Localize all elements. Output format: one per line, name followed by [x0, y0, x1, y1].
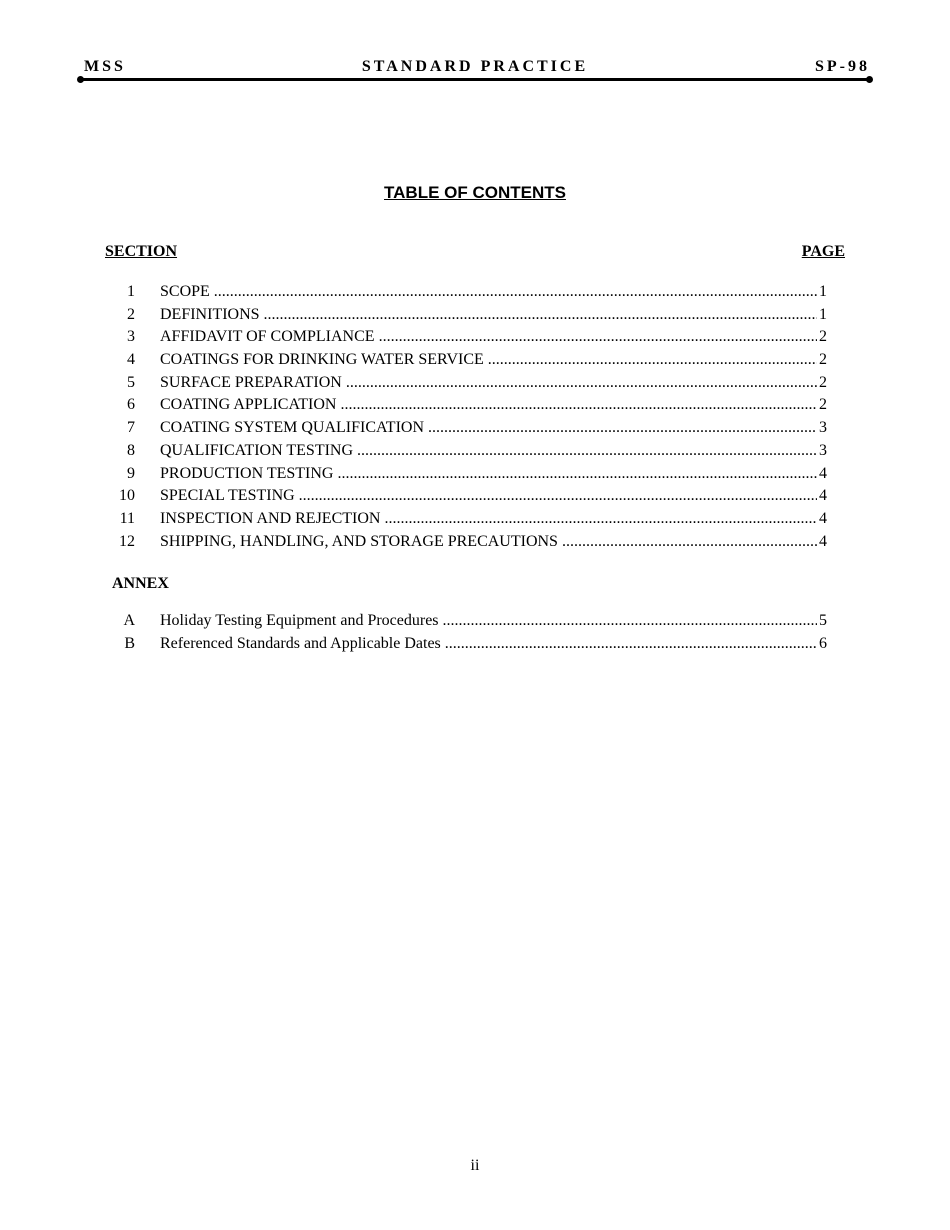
- dot-leader: [488, 350, 817, 370]
- toc-entry-page: 2: [819, 351, 827, 369]
- toc-sections-list: [105, 282, 827, 554]
- toc-entry-title: COATING SYSTEM QUALIFICATION: [160, 419, 424, 437]
- toc-entry-number: 2: [127, 305, 135, 323]
- toc-entry-title: COATING APPLICATION: [160, 396, 337, 414]
- toc-entry-title: SHIPPING, HANDLING, AND STORAGE PRECAUTIONS: [160, 532, 558, 550]
- dot-leader: [337, 464, 817, 484]
- header-doc-number: SP-98: [815, 58, 870, 75]
- toc-entry-page: 4: [819, 532, 827, 550]
- annex-entry-letter: B: [124, 634, 135, 652]
- toc-entry-page: 4: [819, 487, 827, 505]
- toc-entry-number: 12: [119, 532, 135, 550]
- dot-leader: [562, 532, 817, 552]
- toc-entry[interactable]: [105, 418, 827, 441]
- toc-entry[interactable]: [105, 327, 827, 350]
- toc-entry-title: SCOPE: [160, 283, 210, 300]
- annex-heading: ANNEX: [112, 575, 169, 592]
- toc-entry-page: 4: [819, 509, 827, 527]
- toc-entry[interactable]: [105, 486, 827, 509]
- toc-entry[interactable]: [105, 441, 827, 464]
- toc-entry-page: 3: [819, 419, 827, 437]
- annex-entry-page: 5: [819, 612, 827, 629]
- page-title: TABLE OF CONTENTS: [384, 183, 566, 202]
- toc-entry[interactable]: [105, 350, 827, 373]
- toc-entry-number: 10: [119, 487, 135, 505]
- dot-leader: [264, 305, 817, 325]
- toc-entry-page: 3: [819, 441, 827, 459]
- annex-entry[interactable]: [105, 611, 827, 634]
- toc-entry-page: 2: [819, 328, 827, 346]
- annex-entry[interactable]: [105, 634, 827, 657]
- annex-entry-title: Holiday Testing Equipment and Procedures: [160, 612, 439, 629]
- toc-entry-number: 1: [127, 283, 135, 300]
- toc-entry[interactable]: [105, 305, 827, 328]
- header-rule-right-dot: [866, 76, 873, 83]
- dot-leader: [346, 373, 817, 393]
- toc-entry-title: DEFINITIONS: [160, 305, 260, 323]
- dot-leader: [214, 282, 817, 302]
- toc-entry[interactable]: [105, 373, 827, 396]
- toc-entry[interactable]: [105, 282, 827, 305]
- toc-entry-title: AFFIDAVIT OF COMPLIANCE: [160, 328, 375, 346]
- dot-leader: [340, 395, 817, 415]
- dot-leader: [445, 634, 817, 654]
- toc-entry-title: SURFACE PREPARATION: [160, 373, 342, 391]
- section-column-heading: SECTION: [105, 243, 178, 260]
- toc-entry-number: 8: [127, 441, 135, 459]
- toc-entry-page: 2: [819, 396, 827, 414]
- running-header: [80, 56, 870, 80]
- header-rule: [80, 78, 870, 81]
- dot-leader: [428, 418, 817, 438]
- toc-entry[interactable]: [105, 509, 827, 532]
- toc-entry[interactable]: [105, 464, 827, 487]
- toc-entry-number: 7: [127, 419, 135, 437]
- toc-entry[interactable]: [105, 532, 827, 555]
- annex-entry-title: Referenced Standards and Applicable Dates: [160, 634, 441, 652]
- toc-annex-list: [105, 611, 827, 656]
- toc-entry-number: 9: [127, 464, 135, 482]
- annex-entry-page: 6: [819, 634, 827, 652]
- header-org: MSS: [84, 58, 126, 75]
- toc-entry-number: 3: [127, 328, 135, 346]
- toc-entry-title: QUALIFICATION TESTING: [160, 441, 354, 459]
- toc-entry-number: 6: [127, 396, 135, 414]
- header-doc-type: STANDARD PRACTICE: [361, 58, 589, 75]
- toc-entry-number: 5: [127, 373, 135, 391]
- page-column-heading: PAGE: [801, 243, 845, 260]
- toc-entry-title: COATINGS FOR DRINKING WATER SERVICE: [160, 351, 484, 369]
- dot-leader: [384, 509, 817, 529]
- toc-entry-number: 4: [127, 351, 135, 369]
- toc-entry[interactable]: [105, 395, 827, 418]
- toc-entry-number: 11: [119, 509, 135, 527]
- annex-entry-letter: A: [123, 612, 135, 629]
- header-rule-left-dot: [77, 76, 84, 83]
- toc-entry-page: 4: [819, 464, 827, 482]
- dot-leader: [379, 327, 817, 347]
- toc-entry-page: 2: [819, 373, 827, 391]
- dot-leader: [299, 486, 817, 506]
- dot-leader: [443, 611, 817, 631]
- page-number: ii: [470, 1157, 480, 1174]
- dot-leader: [357, 441, 817, 461]
- toc-entry-title: SPECIAL TESTING: [160, 487, 295, 505]
- toc-entry-title: PRODUCTION TESTING: [160, 464, 334, 482]
- toc-entry-title: INSPECTION AND REJECTION: [160, 509, 381, 527]
- toc-entry-page: 1: [819, 305, 827, 323]
- toc-entry-page: 1: [819, 283, 827, 300]
